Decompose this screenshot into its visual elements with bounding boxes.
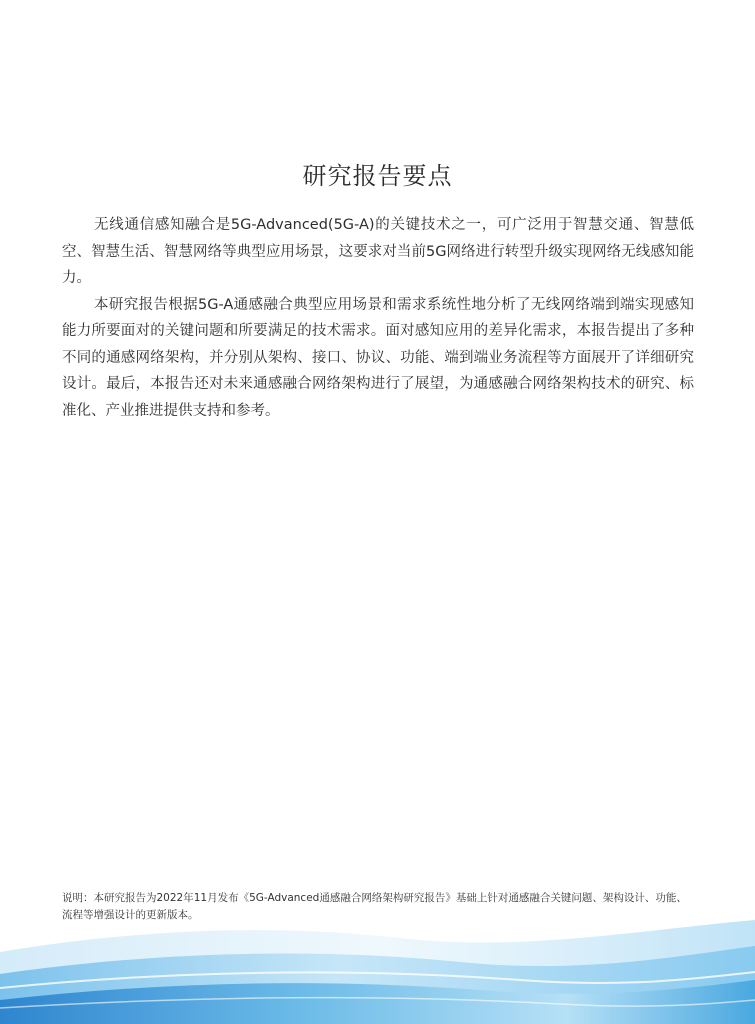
footnote: 说明：本研究报告为2022年11月发布《5G-Advanced通感融合网络架构研究报告》基础上针对通感融合关键问题、架构设计、功能、流程等增强设计的更新版本。: [62, 892, 687, 921]
page-title: 研究报告要点: [302, 162, 453, 190]
summary-paragraph-2: 本研究报告根据5G-A通感融合典型应用场景和需求系统性地分析了无线网络端到端实现感知能力所要面对的关键问题和所要满足的技术需求。面对感知应用的差异化需求，本报告提出了多种不同的通感网络架构，并分别从架构、接口、协议、功能、端到端业务流程等方面展开了详细研究设计。最后，本报告还对未来通感融合网络架构进行了展望，为通感融合网络架构技术的研究、标准化、产业推进提供支持和参考。: [62, 296, 694, 419]
decorative-wave-graphic: [0, 912, 755, 1024]
summary-body: [62, 212, 694, 424]
summary-paragraph-1: 无线通信感知融合是5G-Advanced(5G-A)的关键技术之一，可广泛用于智慧交通、智慧低空、智慧生活、智慧网络等典型应用场景，这要求对当前5G网络进行转型升级实现网络无线感知能力。: [62, 217, 694, 286]
